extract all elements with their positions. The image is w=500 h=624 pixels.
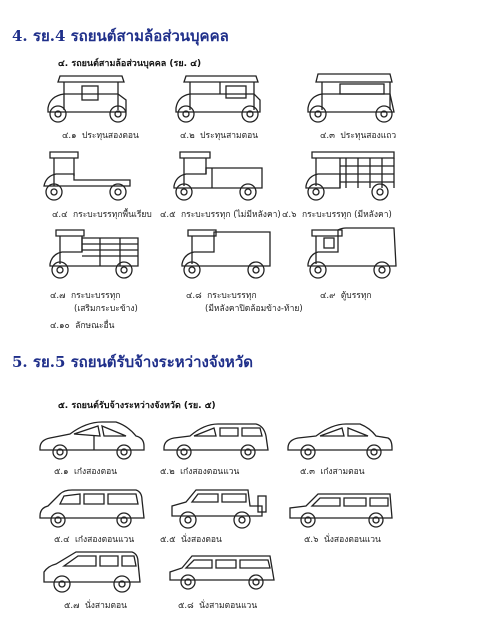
tricycle-caption-2: ๔.๒ ประทุนสามตอน: [180, 131, 259, 141]
tricycle-caption-7-sub: (เสริมกระบะข้าง): [74, 304, 138, 314]
car-caption-6: ๕.๖ นั่งสองตอนแวน: [304, 535, 381, 545]
tricycle-illustration-3: [300, 68, 400, 126]
car-caption-2: ๕.๒ เก๋งสองตอนแวน: [160, 467, 240, 477]
tricycle-caption-6: ๔.๖ กระบะบรรทุก (มีหลังคา): [282, 210, 392, 220]
tricycle-caption-5: ๔.๕ กระบะบรรทุก (ไม่มีหลังคา): [160, 210, 281, 220]
tricycle-caption-9: ๔.๙ ตู้บรรทุก: [320, 291, 372, 301]
car-illustration-4: [36, 486, 148, 530]
tricycle-illustration-4: [38, 146, 138, 204]
car-illustration-6: [286, 488, 398, 532]
tricycle-caption-8-sub: (มีหลังคาปิดล้อมข้าง-ท้าย): [205, 304, 303, 314]
car-caption-1: ๕.๑ เก๋งสองตอน: [54, 467, 118, 477]
tricycle-caption-4: ๔.๔ กระบะบรรทุกพื้นเรียบ: [52, 210, 152, 220]
tricycle-illustration-6: [300, 146, 400, 204]
car-illustration-5: [168, 484, 272, 532]
car-caption-8: ๕.๘ นั่งสามตอนแวน: [178, 601, 258, 611]
tricycle-caption-1: ๔.๑ ประทุนสองตอน: [62, 131, 139, 141]
tricycle-illustration-2: [168, 68, 268, 126]
tricycle-illustration-9: [302, 224, 402, 282]
tricycle-caption-10: ๔.๑๐ ลักษณะอื่น: [50, 321, 115, 331]
section-4-title: 4. รย.4 รถยนต์สามล้อส่วนบุคคล: [12, 27, 229, 45]
car-illustration-2: [160, 418, 272, 462]
section-5-subtitle: ๕. รถยนต์รับจ้างระหว่างจังหวัด (รย. ๕): [58, 401, 216, 411]
tricycle-caption-3: ๔.๓ ประทุนสองแถว: [320, 131, 397, 141]
car-caption-4: ๕.๔ เก๋งสองตอนแวน: [54, 535, 135, 545]
tricycle-illustration-5: [168, 146, 268, 204]
tricycle-illustration-1: [38, 68, 138, 126]
tricycle-caption-8: ๔.๘ กระบะบรรทุก: [186, 291, 257, 301]
car-illustration-1: [36, 418, 148, 462]
car-caption-7: ๕.๗ นั่งสามตอน: [64, 601, 127, 611]
tricycle-illustration-8: [176, 224, 276, 282]
tricycle-illustration-7: [44, 224, 144, 282]
car-illustration-3: [284, 418, 396, 462]
section-4-subtitle: ๔. รถยนต์สามล้อส่วนบุคคล (รย. ๔): [58, 59, 202, 69]
car-illustration-7: [40, 548, 144, 596]
tricycle-caption-7: ๔.๗ กระบะบรรทุก: [50, 291, 121, 301]
car-illustration-8: [166, 550, 278, 594]
car-caption-3: ๕.๓ เก๋งสามตอน: [300, 467, 365, 477]
car-caption-5: ๕.๕ นั่งสองตอน: [160, 535, 222, 545]
section-5-title: 5. รย.5 รถยนต์รับจ้างระหว่างจังหวัด: [12, 353, 253, 371]
